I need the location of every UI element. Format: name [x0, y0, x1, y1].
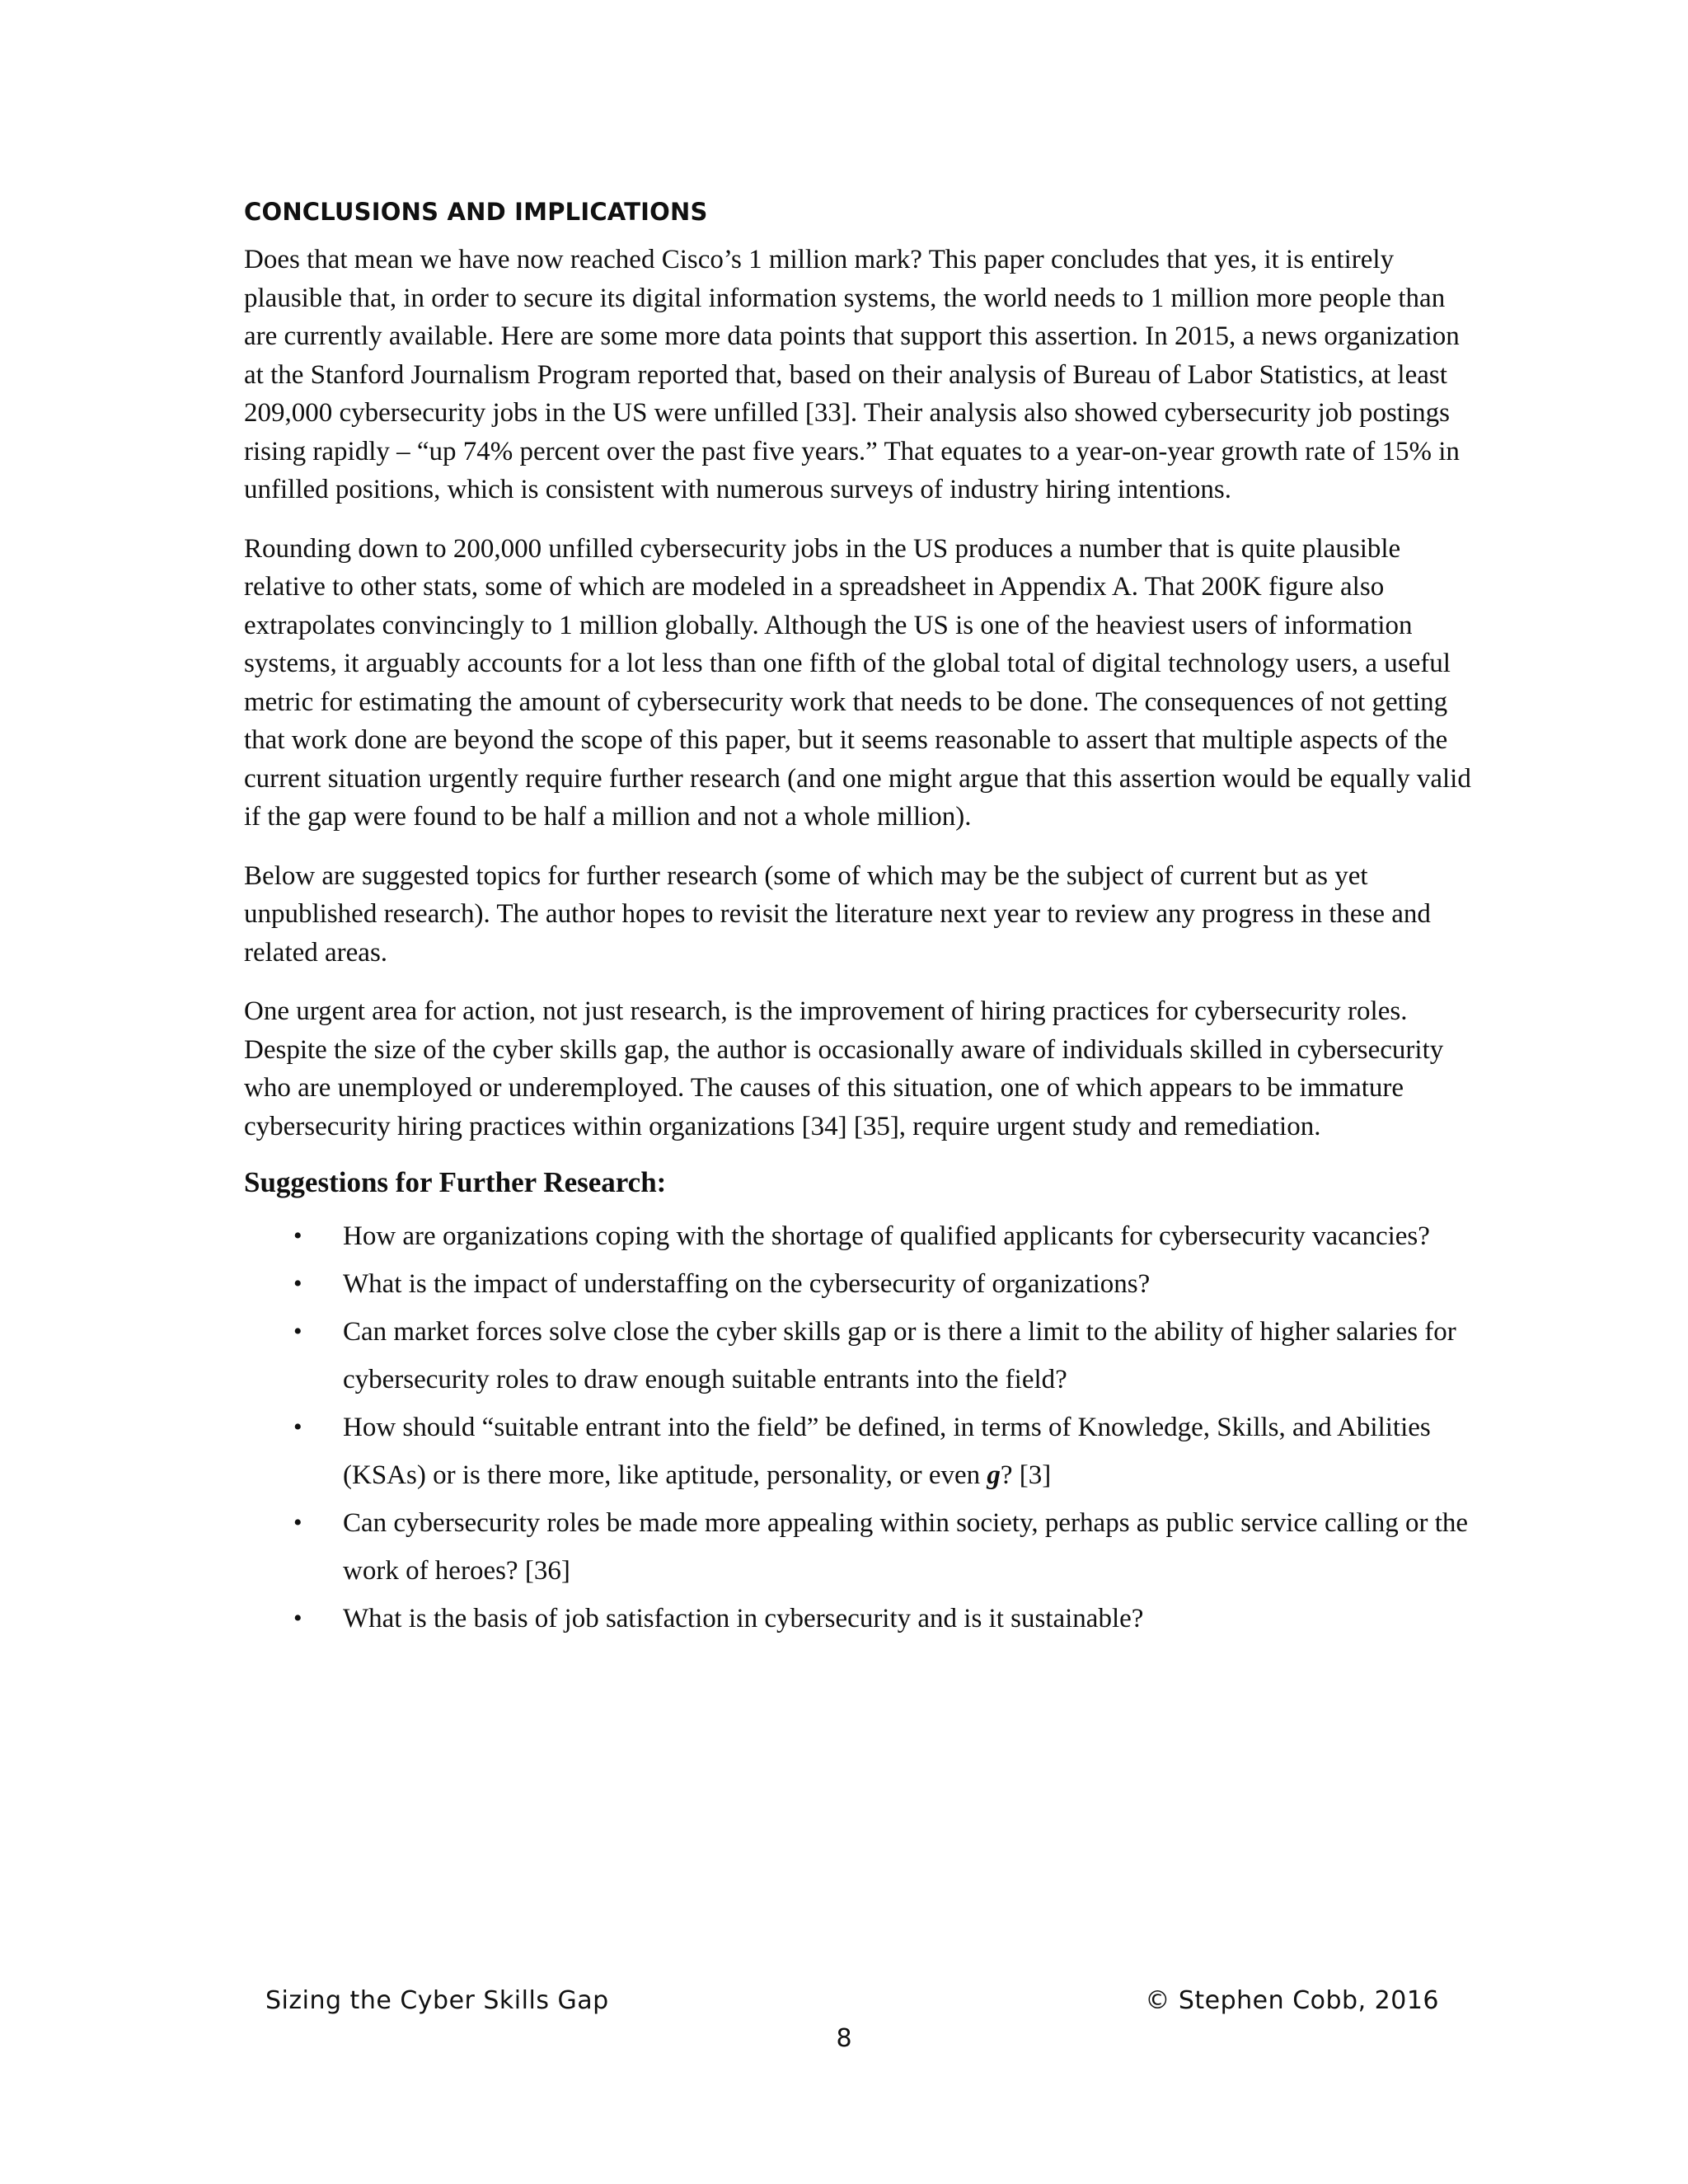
- bullet-icon: •: [293, 1318, 302, 1345]
- list-item: [244, 1404, 1472, 1499]
- list-item: [244, 1595, 1472, 1643]
- paragraph-1: Does that mean we have now reached Cisco’s 1 million mark? This paper concludes that yes, it is entirely plausible that, in order to secure its digital information systems, the world needs to 1 million more people than are currently available. Here are some more data points that support this assertion. In 2015, a news organization at the Stanford Journalism Program reported that, based on their analysis of Bureau of Labor Statistics, at least 209,000 cybersecurity jobs in the US were unfilled [33]. Their analysis also showed cybersecurity job postings rising rapidly – “up 74% percent over the past five years.” That equates to a year-on-year growth rate of 15% in unfilled positions, which is consistent with numerous surveys of industry hiring intentions.: [244, 245, 1460, 504]
- bullet-icon: •: [293, 1270, 302, 1297]
- suggestions-list: [244, 1212, 1472, 1643]
- page-number: 8: [836, 2024, 852, 2053]
- list-item: [244, 1212, 1472, 1260]
- list-item: [244, 1260, 1472, 1308]
- paragraph-2: Rounding down to 200,000 unfilled cybersecurity jobs in the US produces a number that is quite plausible relative to other stats, some of which are modeled in a spreadsheet in Appendix A. That 200K figure also extrapolates convincingly to 1 million globally. Although the US is one of the heaviest users of information systems, it arguably accounts for a lot less than one fifth of the global total of digital technology users, a useful metric for estimating the amount of cybersecurity work that needs to be done. The consequences of not getting that work done are beyond the scope of this paper, but it seems reasonable to assert that multiple aspects of the current situation urgently require further research (and one might argue that this assertion would be equally valid if the gap were found to be half a million and not a whole million).: [244, 533, 1471, 832]
- list-item-text: How should “suitable entrant into the field” be defined, in terms of Knowledge, Skills, and Abilities (KSAs) or is there more, like aptitude, personality, or even: [343, 1413, 1431, 1490]
- suggestions-heading: Suggestions for Further Research:: [244, 1166, 667, 1198]
- bullet-icon: •: [293, 1605, 302, 1632]
- list-item-text: What is the impact of understaffing on the cybersecurity of organizations?: [343, 1269, 1151, 1299]
- footer-title: Sizing the Cyber Skills Gap: [265, 1986, 609, 2015]
- list-item-text: How are organizations coping with the shortage of qualified applicants for cybersecurity vacancies?: [343, 1221, 1430, 1251]
- bullet-icon: •: [293, 1222, 302, 1249]
- list-item: [244, 1308, 1472, 1404]
- main-content: [244, 198, 1472, 1643]
- list-item-text: What is the basis of job satisfaction in cybersecurity and is it sustainable?: [343, 1604, 1144, 1633]
- section-heading: CONCLUSIONS AND IMPLICATIONS: [244, 198, 708, 226]
- list-item-text-tail: ? [3]: [1000, 1460, 1052, 1490]
- italic-g: g: [987, 1460, 1001, 1490]
- list-item-text: Can market forces solve close the cyber skills gap or is there a limit to the ability of higher salaries for cybersecurity roles to draw enough suitable entrants into the field?: [343, 1317, 1456, 1394]
- footer-copyright: © Stephen Cobb, 2016: [1145, 1986, 1439, 2015]
- bullet-icon: •: [293, 1509, 302, 1536]
- list-item-text: Can cybersecurity roles be made more appealing within society, perhaps as public service calling or the work of heroes? [36]: [343, 1508, 1469, 1586]
- bullet-icon: •: [293, 1413, 302, 1441]
- list-item: [244, 1499, 1472, 1595]
- paragraph-3: Below are suggested topics for further research (some of which may be the subject of current but as yet unpublished research). The author hopes to revisit the literature next year to review any progress in these and related areas.: [244, 860, 1431, 968]
- paragraph-4: One urgent area for action, not just research, is the improvement of hiring practices for cybersecurity roles. Despite the size of the cyber skills gap, the author is occasionally aware of individuals skilled in cybersecurity who are unemployed or underemployed. The causes of this situation, one of which appears to be immature cybersecurity hiring practices within organizations [34] [35], require urgent study and remediation.: [244, 996, 1444, 1141]
